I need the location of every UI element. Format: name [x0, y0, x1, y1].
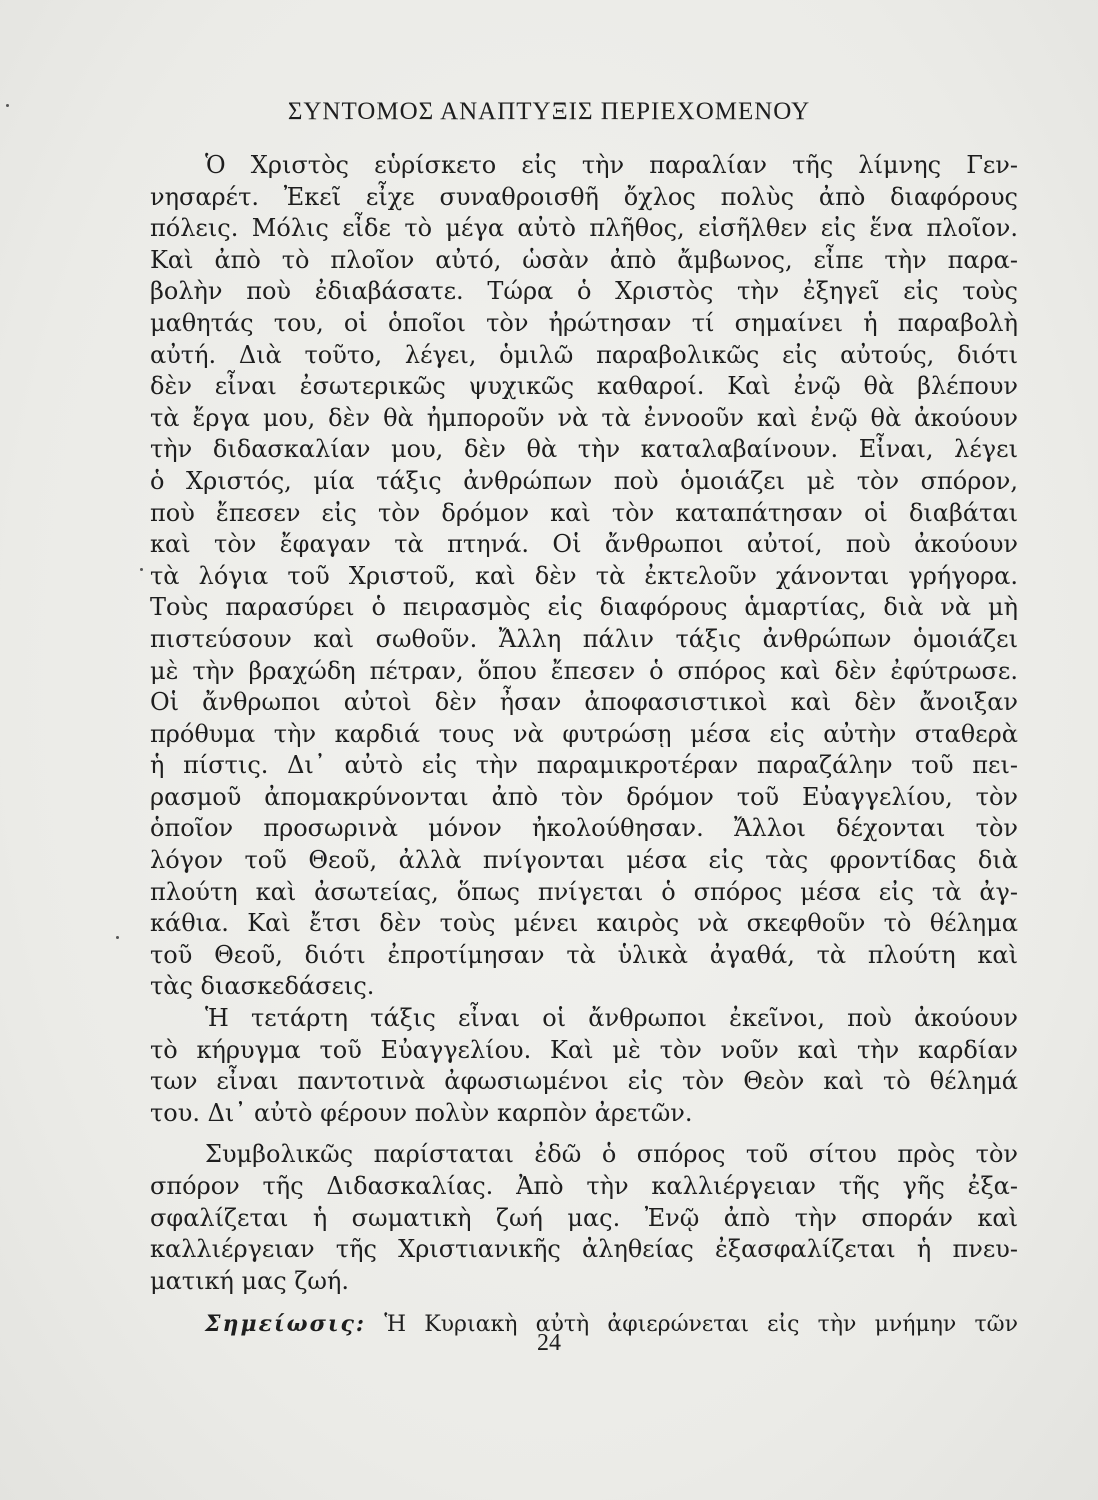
- text-line: λόγον τοῦ Θεοῦ, ἀλλὰ πνίγονται μέσα εἰς τὰς φροντίδας διὰ: [150, 846, 1018, 875]
- text-line: τὸ κήρυγμα τοῦ Εὐαγγελίου. Καὶ μὲ τὸν νοῦν καὶ τὴν καρδίαν: [150, 1035, 1018, 1064]
- text-line: τὰ ἔργα μου, δὲν θὰ ἠμποροῦν νὰ τὰ ἐννοοῦν καὶ ἐνῷ θὰ ἀκούουν: [150, 403, 1018, 432]
- text-line: Οἱ ἄνθρωποι αὐτοὶ δὲν ἦσαν ἀποφασιστικοὶ καὶ δὲν ἄνοιξαν: [150, 688, 1018, 717]
- text-line: κάθια. Καὶ ἔτσι δὲν τοὺς μένει καιρὸς νὰ σκεφθοῦν τὸ θέλημα: [150, 909, 1018, 938]
- text-line: Τοὺς παρασύρει ὁ πειρασμὸς εἰς διαφόρους ἁμαρτίας, διὰ νὰ μὴ: [150, 593, 1018, 622]
- text-line: πιστεύσουν καὶ σωθοῦν. Ἄλλη πάλιν τάξις ἀνθρώπων ὁμοιάζει: [150, 624, 1018, 653]
- text-line: Ὁ Χριστὸς εὑρίσκετο εἰς τὴν παραλίαν τῆς λίμνης Γεν-: [205, 151, 1018, 179]
- text-line: του. Δι᾽ αὐτὸ φέρουν πολὺν καρπὸν ἀρετῶν.: [150, 1098, 693, 1127]
- text-line: ὁποῖον προσωρινὰ μόνον ἠκολούθησαν. Ἄλλοι δέχονται τὸν: [150, 814, 1018, 843]
- body-text: [150, 150, 1018, 1341]
- text-line: τοῦ Θεοῦ, διότι ἐπροτίμησαν τὰ ὑλικὰ ἀγαθά, τὰ πλούτη καὶ: [150, 940, 1018, 969]
- text-line: πλούτη καὶ ἀσωτείας, ὅπως πνίγεται ὁ σπόρος μέσα εἰς τὰ ἀγ-: [150, 877, 1018, 906]
- text-line: τὴν διδασκαλίαν μου, δὲν θὰ τὴν καταλαβαίνουν. Εἶναι, λέγει: [150, 435, 1018, 464]
- text-line: ὁ Χριστός, μία τάξις ἀνθρώπων ποὺ ὁμοιάζει μὲ τὸν σπόρον,: [150, 466, 1018, 495]
- scan-speck: [140, 568, 143, 571]
- text-line: τὰ λόγια τοῦ Χριστοῦ, καὶ δὲν τὰ ἐκτελοῦν χάνονται γρήγορα.: [150, 561, 1018, 590]
- text-line: νησαρέτ. Ἐκεῖ εἶχε συναθροισθῆ ὄχλος πολὺς ἀπὸ διαφόρους: [150, 182, 1018, 211]
- text-line: Καὶ ἀπὸ τὸ πλοῖον αὐτό, ὡσὰν ἀπὸ ἄμβωνος, εἶπε τὴν παρα-: [150, 245, 1018, 274]
- text-line: ποὺ ἔπεσεν εἰς τὸν δρόμον καὶ τὸν καταπάτησαν οἱ διαβάται: [150, 498, 1018, 527]
- scan-speck: [6, 104, 9, 107]
- text-line: μαθητάς του, οἱ ὁποῖοι τὸν ἠρώτησαν τί σημαίνει ἡ παραβολὴ: [150, 308, 1018, 337]
- text-line: σφαλίζεται ἡ σωματικὴ ζωή μας. Ἐνῷ ἀπὸ τὴν σποράν καὶ: [150, 1203, 1018, 1232]
- text-line: Συμβολικῶς παρίσταται ἐδῶ ὁ σπόρος τοῦ σίτου πρὸς τὸν: [205, 1140, 1018, 1169]
- text-line: μὲ τὴν βραχώδη πέτραν, ὅπου ἔπεσεν ὁ σπόρος καὶ δὲν ἐφύτρωσε.: [150, 656, 1018, 685]
- text-line: ρασμοῦ ἀπομακρύνονται ἀπὸ τὸν δρόμον τοῦ Εὐαγγελίου, τὸν: [150, 782, 1018, 811]
- text-line: δὲν εἶναι ἐσωτερικῶς ψυχικῶς καθαροί. Καὶ ἐνῷ θὰ βλέπουν: [150, 372, 1018, 401]
- text-line: Ἡ τετάρτη τάξις εἶναι οἱ ἄνθρωποι ἐκεῖνοι, ποὺ ἀκούουν: [205, 1004, 1018, 1033]
- page-number: 24: [537, 1330, 561, 1356]
- note-text: Ἡ Κυριακὴ αὐτὴ ἀφιερώνεται εἰς τὴν μνήμην τῶν: [384, 1312, 1018, 1338]
- text-line: των εἶναι παντοτινὰ ἀφωσιωμένοι εἰς τὸν Θεὸν καὶ τὸ θέλημά: [150, 1067, 1018, 1096]
- scan-speck: [116, 936, 119, 939]
- text-line: ματική μας ζωή.: [150, 1266, 349, 1295]
- text-line: βολὴν ποὺ ἐδιαβάσατε. Τώρα ὁ Χριστὸς τὴν ἐξηγεῖ εἰς τοὺς: [150, 277, 1018, 306]
- text-line: καλλιέργειαν τῆς Χριστιανικῆς ἀληθείας ἐξασφαλίζεται ἡ πνευ-: [150, 1235, 1018, 1264]
- text-line: σπόρον τῆς Διδασκαλίας. Ἀπὸ τὴν καλλιέργειαν τῆς γῆς ἐξα-: [150, 1172, 1018, 1200]
- text-line: πόλεις. Μόλις εἶδε τὸ μέγα αὐτὸ πλῆθος, εἰσῆλθεν εἰς ἕνα πλοῖον.: [150, 214, 1018, 243]
- text-line: αὐτή. Διὰ τοῦτο, λέγει, ὁμιλῶ παραβολικῶς εἰς αὐτούς, διότι: [150, 340, 1018, 369]
- page-heading: ΣΥΝΤΟΜΟΣ ΑΝΑΠΤΥΞΙΣ ΠΕΡΙΕΧΟΜΕΝΟΥ: [287, 98, 811, 125]
- text-line: πρόθυμα τὴν καρδιά τους νὰ φυτρώσῃ μέσα εἰς αὐτὴν σταθερὰ: [150, 719, 1018, 748]
- note-label: Σημείωσις:: [205, 1311, 367, 1338]
- text-line: ἡ πίστις. Δι᾽ αὐτὸ εἰς τὴν παραμικροτέραν παραζάλην τοῦ πει-: [150, 751, 1018, 780]
- text-line: καὶ τὸν ἔφαγαν τὰ πτηνά. Οἱ ἄνθρωποι αὐτοί, ποὺ ἀκούουν: [150, 530, 1018, 559]
- text-line: τὰς διασκεδάσεις.: [150, 972, 375, 1001]
